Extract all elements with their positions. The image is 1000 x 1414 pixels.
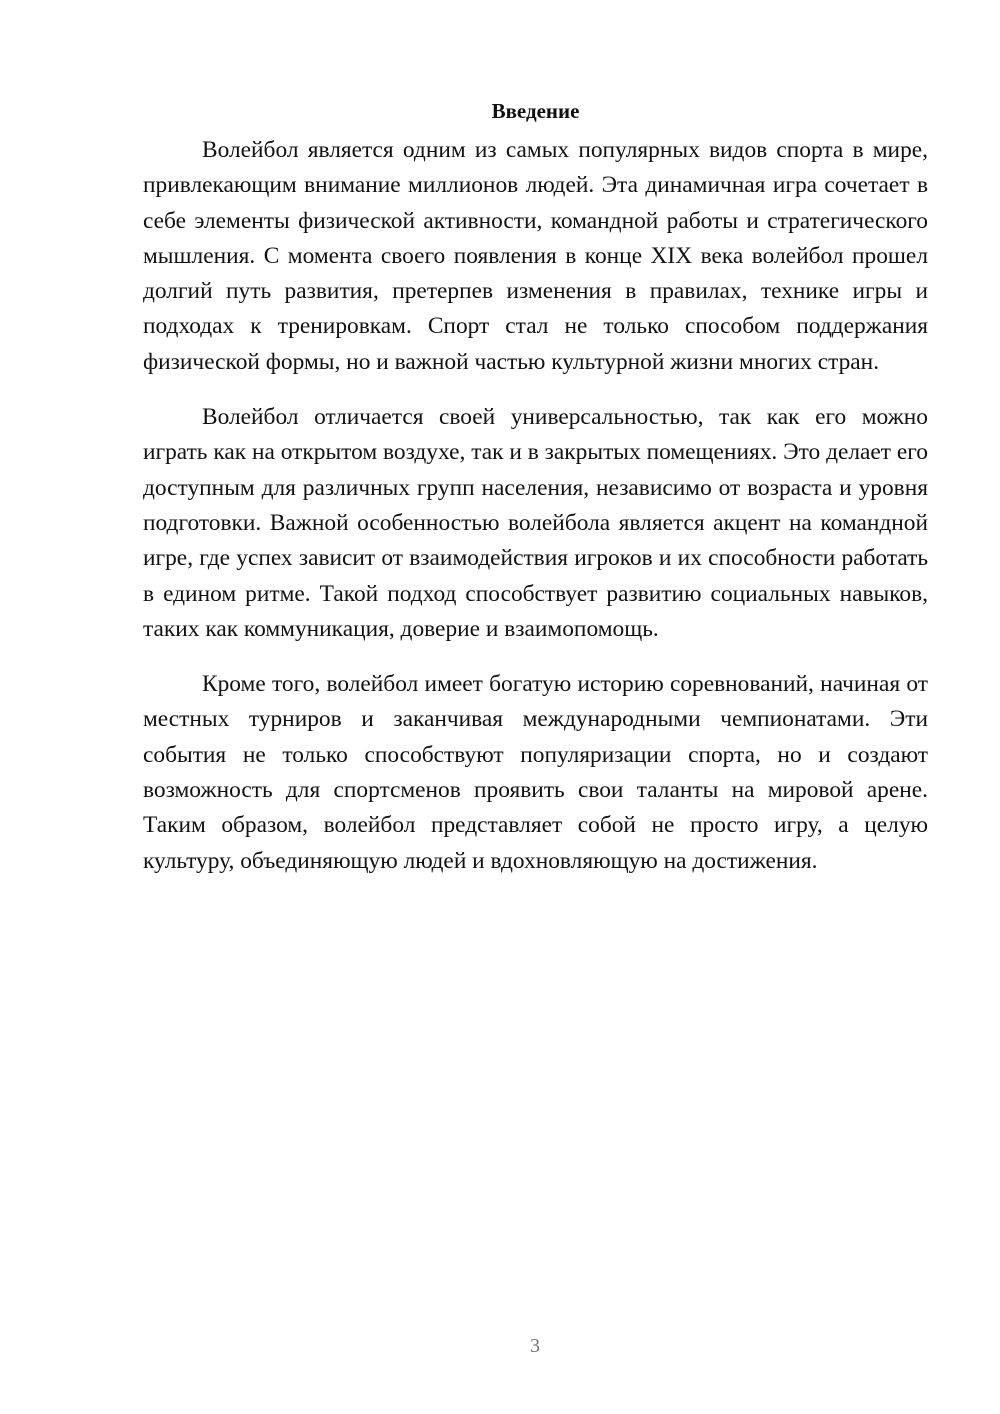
- section-heading: Введение: [491, 99, 580, 123]
- page-number: 3: [530, 1335, 540, 1357]
- paragraph-3: Кроме того, волейбол имеет богатую историю соревнований, начиная от местных турниров и заканчивая международными чемпионатами. Эти события не только способствуют популяризации спорта, но и создают возможность для спортсменов проявить свои таланты на мировой арене. Таким образом, волейбол представляет собой не просто игру, а целую культуру, объединяющую людей и вдохновляющую на достижения.: [143, 671, 928, 874]
- paragraph-1: Волейбол является одним из самых популярных видов спорта в мире, привлекающим внимание миллионов людей. Эта динамичная игра сочетает в себе элементы физической активности, командной работы и стратегического мышления. С момента своего появления в конце XIX века волейбол прошел долгий путь развития, претерпев изменения в правилах, технике игры и подходах к тренировкам. Спорт стал не только способом поддержания физической формы, но и важной частью культурной жизни многих стран.: [143, 137, 928, 375]
- page-content: [143, 93, 928, 899]
- paragraph-2: Волейбол отличается своей универсальностью, так как его можно играть как на открытом воздухе, так и в закрытых помещениях. Это делает его доступным для различных групп населения, независимо от возраста и уровня подготовки. Важной особенностью волейбола является акцент на командной игре, где успех зависит от взаимодействия игроков и их способности работать в едином ритме. Такой подход способствует развитию социальных навыков, таких как коммуникация, доверие и взаимопомощь.: [143, 404, 928, 642]
